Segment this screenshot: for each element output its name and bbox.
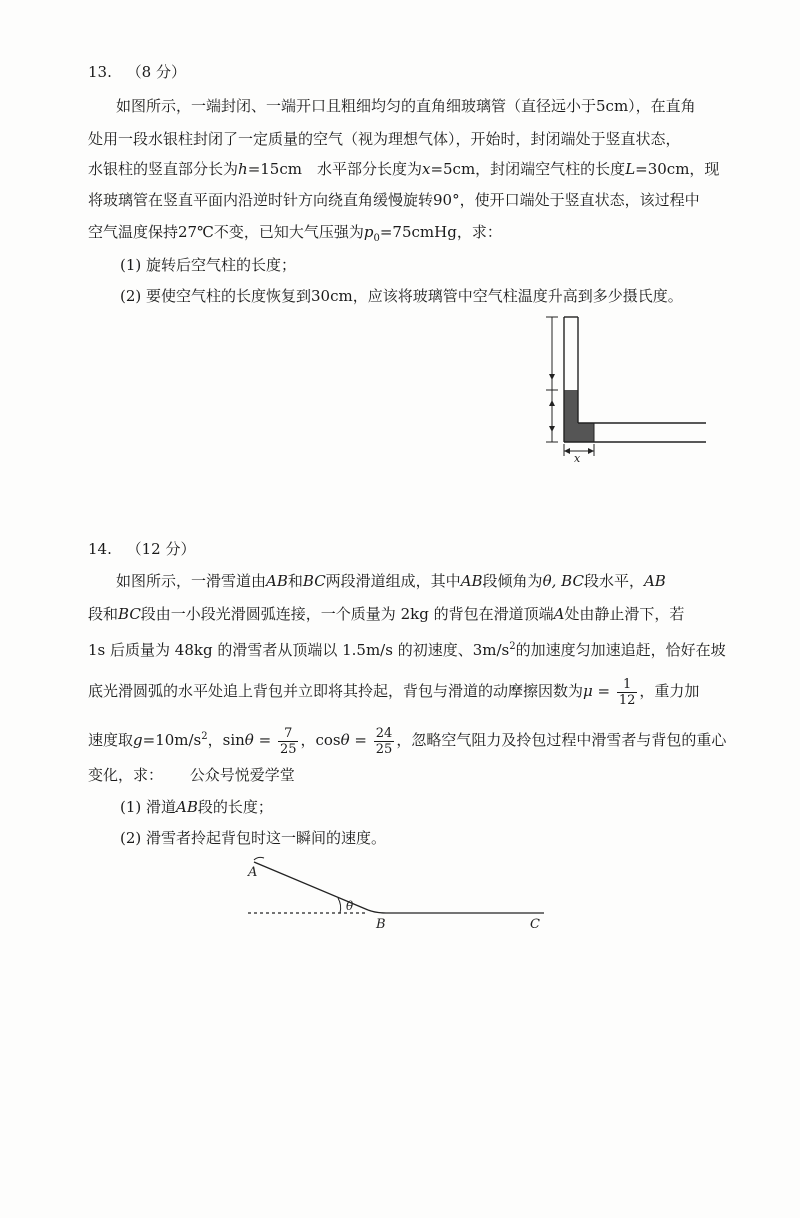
q14-figure-label-theta: θ — [346, 899, 354, 913]
q13-line-1: 如图所示，一端封闭、一端开口且粗细均匀的直角细玻璃管（直径远小于5cm），在直角 — [116, 97, 696, 115]
q14-figure-label-c: C — [530, 917, 540, 932]
q14-score: （12 分） — [126, 540, 196, 558]
q14-line-2: 段和BC段由一小段光滑圆弧连接，一个质量为 2kg 的背包在滑道顶端A处由静止滑下，若 — [88, 605, 685, 623]
q13-line-4: 将玻璃管在竖直平面内沿逆时针方向绕直角缓慢旋转90°，使开口端处于竖直状态，该过程中 — [88, 191, 700, 209]
q14-line-6: 变化，求： 公众号悦爱学堂 — [88, 766, 295, 784]
q13-figure-label-x: x — [574, 452, 581, 462]
q13-line-2: 处用一段水银柱封闭了一定质量的空气（视为理想气体），开始时，封闭端处于竖直状态， — [88, 130, 681, 148]
q13-tube-figure — [540, 312, 720, 462]
q14-header — [88, 539, 196, 559]
q13-header — [88, 62, 186, 82]
q14-subquestion-2: (2) 滑雪者拎起背包时这一瞬间的速度。 — [120, 829, 387, 847]
q14-line-1: 如图所示，一滑雪道由AB和BC两段滑道组成，其中AB段倾角为θ, BC段水平，AB — [116, 572, 666, 590]
q14-line-5: 速度取$g=10m/s^2$，sinθ = $\frac{7}{25}$ ，cosθ = $\frac{24}{25}$ ，忽略空气阻力及拎包过程中滑雪者与背包的重心 — [88, 725, 727, 757]
q14-number: 14. — [88, 540, 112, 558]
q14-slope-figure — [240, 852, 560, 932]
watermark-text: 公众号悦爱学堂 — [189, 766, 295, 784]
q13-subquestion-1: (1) 旋转后空气柱的长度； — [120, 256, 297, 274]
q13-subquestion-2: (2) 要使空气柱的长度恢复到30cm，应该将玻璃管中空气柱温度升高到多少摄氏度。 — [120, 287, 683, 305]
sin-fraction: $\frac{7}{25}$ — [279, 725, 297, 757]
cos-fraction: $\frac{24}{25}$ — [375, 725, 393, 757]
q14-figure-label-b: B — [376, 917, 386, 932]
q13-score: （8 分） — [126, 63, 186, 81]
q14-figure-label-a: A — [248, 865, 258, 880]
q14-subquestion-1: (1) 滑道AB段的长度； — [120, 798, 273, 816]
mu-fraction: $\frac{1}{12}$ — [618, 676, 636, 708]
q13-line-5: 空气温度保持27℃不变，已知大气压强为$p_0=75cmHg$，求： — [88, 223, 502, 244]
q13-number: 13. — [88, 63, 112, 81]
q13-line-3: 水银柱的竖直部分长为h=15cm 水平部分长度为x=5cm，封闭端空气柱的长度L=30cm，现 — [88, 160, 720, 178]
q14-line-3: 1s 后质量为 48kg 的滑雪者从顶端以 1.5m/s 的初速度、$3m/s^2$的加速度匀加速追赶，恰好在坡 — [88, 641, 726, 659]
q14-line-4: 底光滑圆弧的水平处追上背包并立即将其拎起，背包与滑道的动摩擦因数为μ = $\frac{1}{12}$ ，重力加 — [88, 676, 700, 708]
